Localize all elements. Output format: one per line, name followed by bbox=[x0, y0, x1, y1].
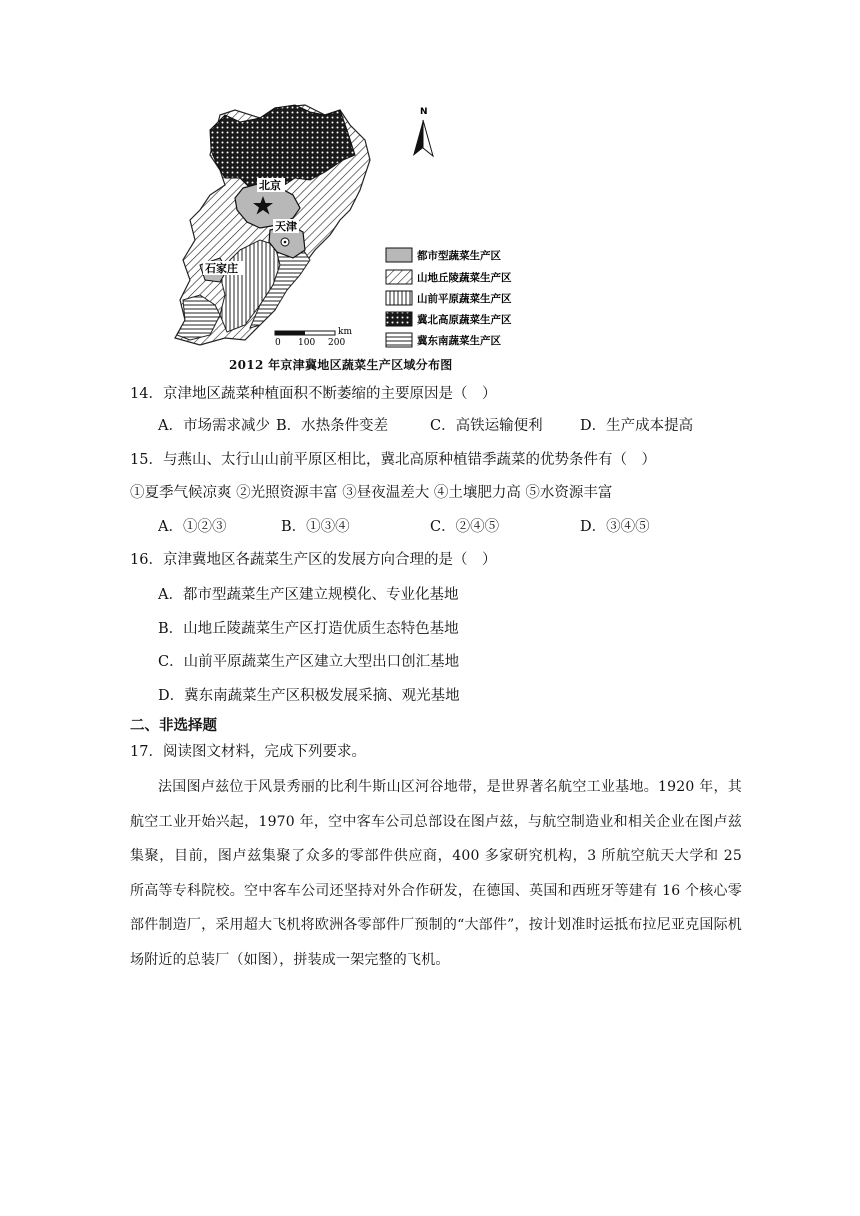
question-16-stem: 16．京津冀地区各蔬菜生产区的发展方向合理的是（ ） bbox=[130, 552, 497, 568]
legend-swatch-southeast bbox=[386, 333, 412, 347]
svg-text:km: km bbox=[338, 327, 352, 337]
north-label: N bbox=[420, 107, 428, 117]
legend-label: 冀北高原蔬菜生产区 bbox=[417, 314, 512, 326]
north-arrow-icon bbox=[413, 107, 433, 156]
q15-option-c[interactable]: C．②④⑤ bbox=[430, 519, 500, 535]
q16-option-c[interactable]: C．山前平原蔬菜生产区建立大型出口创汇基地 bbox=[158, 654, 460, 670]
legend-swatch-mountain bbox=[386, 270, 412, 284]
legend-swatch-plateau bbox=[386, 312, 412, 326]
q15-option-d[interactable]: D．③④⑤ bbox=[580, 519, 650, 535]
tianjin-marker-icon bbox=[281, 238, 289, 246]
q14-option-a[interactable]: A．市场需求减少 bbox=[158, 418, 270, 434]
q14-option-c[interactable]: C．高铁运输便利 bbox=[430, 418, 543, 434]
q15-statements: ①夏季气候凉爽 ②光照资源丰富 ③昼夜温差大 ④土壤肥力高 ⑤水资源丰富 bbox=[130, 485, 613, 501]
label-tianjin: 天津 bbox=[275, 220, 297, 233]
label-beijing: 北京 bbox=[259, 179, 281, 192]
svg-text:200: 200 bbox=[328, 338, 346, 348]
question-14-stem: 14．京津地区蔬菜种植面积不断萎缩的主要原因是（ ） bbox=[130, 386, 497, 402]
scale-bar bbox=[275, 327, 352, 348]
legend-label: 山地丘陵蔬菜生产区 bbox=[417, 272, 512, 284]
question-17-stem: 17．阅读图文材料，完成下列要求。 bbox=[130, 744, 366, 760]
section-2-title: 二、非选择题 bbox=[130, 717, 217, 734]
map-legend bbox=[386, 248, 512, 347]
map-caption: 2012 年京津冀地区蔬菜生产区域分布图 bbox=[229, 358, 453, 372]
q14-option-d[interactable]: D．生产成本提高 bbox=[580, 418, 694, 434]
q15-option-b[interactable]: B．①③④ bbox=[281, 519, 350, 535]
q16-option-a[interactable]: A．都市型蔬菜生产区建立规模化、专业化基地 bbox=[158, 587, 459, 603]
legend-label: 山前平原蔬菜生产区 bbox=[417, 293, 512, 305]
svg-text:100: 100 bbox=[298, 338, 316, 348]
label-shijiazhuang: 石家庄 bbox=[205, 262, 238, 275]
legend-swatch-urban bbox=[386, 248, 412, 262]
svg-text:0: 0 bbox=[275, 338, 281, 348]
legend-swatch-piedmont bbox=[386, 291, 412, 305]
q14-option-b[interactable]: B．水热条件变差 bbox=[276, 418, 389, 434]
legend-label: 都市型蔬菜生产区 bbox=[417, 250, 501, 262]
q16-option-d[interactable]: D．冀东南蔬菜生产区积极发展采摘、观光基地 bbox=[158, 688, 460, 704]
vegetable-region-map bbox=[165, 100, 535, 375]
question-15-stem: 15．与燕山、太行山山前平原区相比，冀北高原种植错季蔬菜的优势条件有（ ） bbox=[130, 452, 656, 468]
legend-label: 冀东南蔬菜生产区 bbox=[417, 335, 501, 347]
q15-option-a[interactable]: A．①②③ bbox=[158, 519, 227, 535]
map-figure bbox=[165, 100, 535, 375]
q16-option-b[interactable]: B．山地丘陵蔬菜生产区打造优质生态特色基地 bbox=[158, 621, 459, 637]
question-17-material: 法国图卢兹位于风景秀丽的比利牛斯山区河谷地带，是世界著名航空工业基地。1920 年，其航空工业开始兴起，1970 年，空中客车公司总部设在图卢兹，与航空制造业和相关企业在图卢兹集聚，目前，图卢兹集聚了众多的零部件供应商，400 多家研究机构，3 所航空航天大学和 25 所高等专科院校。空中客车公司还坚持对外合作研发，在德国、英国和西班牙等建有 16 个核心零部件制造厂，采用超大飞机将欧洲各零部件厂预制的“大部件”，按计划准时运抵布拉尼亚克国际机场附近的总装厂（如图），拼装成一架完整的飞机。 bbox=[130, 779, 742, 968]
